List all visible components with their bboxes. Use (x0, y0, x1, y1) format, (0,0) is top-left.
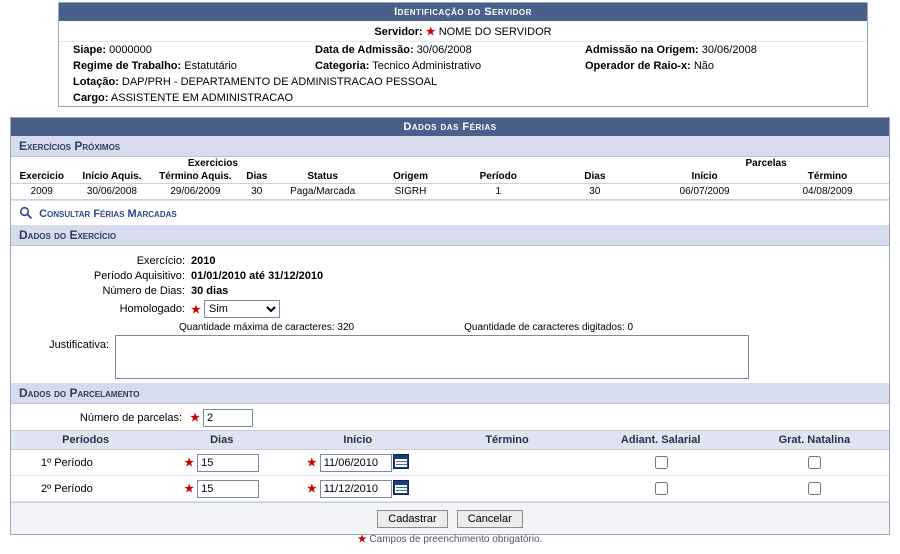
required-marker-icon: ★ (184, 456, 195, 469)
field-value: Não (693, 60, 714, 72)
col-termino-aquis: Término Aquis. (151, 170, 239, 184)
col-grat-natalina: Grat. Natalina (740, 431, 889, 450)
cell-termino (432, 476, 581, 502)
field-value: DAP/PRH - DEPARTAMENTO DE ADMINISTRACAO PESSOAL (121, 76, 438, 88)
table-row (11, 184, 889, 200)
required-marker-icon: ★ (184, 482, 195, 495)
exercicios-proximos-title: Exercícios Próximos (11, 136, 889, 157)
col-termino: Término (432, 431, 581, 450)
field-data-admissao (309, 42, 579, 58)
cell-origem: SIGRH (371, 184, 450, 200)
exercicios-table (11, 157, 889, 200)
group-parcelas: Parcelas (643, 157, 889, 170)
dados-parcelamento-title: Dados do Parcelamento (11, 383, 889, 404)
grat-natalina-checkbox-1[interactable] (808, 456, 821, 469)
table-row (59, 90, 867, 106)
adiant-salarial-checkbox-1[interactable] (655, 456, 668, 469)
cell-inicio (283, 450, 432, 476)
group-header-row (11, 157, 889, 170)
cell-grat-natalina (740, 450, 889, 476)
cell-dias (160, 476, 283, 502)
field-label: Categoria: (315, 60, 370, 72)
table-row (59, 42, 867, 58)
field-operador-raiox (579, 58, 867, 74)
col-adiant-salarial: Adiant. Salarial (582, 431, 740, 450)
column-header-row (11, 170, 889, 184)
required-marker-icon: ★ (191, 303, 201, 316)
servidor-panel-body (59, 21, 867, 106)
field-label: Admissão na Origem: (585, 44, 699, 56)
col-status: Status (274, 170, 371, 184)
row-numero-dias (11, 285, 889, 297)
numero-parcelas-label: Número de parcelas: (79, 412, 182, 424)
required-marker-icon: ★ (306, 482, 317, 495)
exercicio-form (11, 246, 889, 383)
required-marker-icon: ★ (306, 456, 317, 469)
servidor-name-row (59, 21, 867, 42)
servidor-panel-title: Identificação do Servidor (59, 3, 867, 21)
field-label: Siape: (73, 44, 107, 56)
field-value: 30/06/2008 (416, 44, 472, 56)
periodo-aquisitivo-value: 01/01/2010 até 31/12/2010 (191, 270, 324, 282)
servidor-fields-table (59, 42, 867, 106)
periodo-aquisitivo-label: Período Aquisitivo: (93, 270, 185, 282)
ferias-panel-title: Dados das Férias (11, 118, 889, 136)
calendar-icon[interactable] (393, 480, 409, 495)
field-lotacao (59, 74, 867, 90)
calendar-icon[interactable] (393, 454, 409, 469)
justificativa-label: Justificativa: (49, 339, 109, 351)
cell-adiant-salarial (582, 450, 740, 476)
cell-inicio-aquis: 30/06/2008 (72, 184, 151, 200)
field-cargo (59, 90, 867, 106)
col-dias: Dias (239, 170, 274, 184)
col-inicio: Início (283, 431, 432, 450)
col-origem: Origem (371, 170, 450, 184)
homologado-label: Homologado: (119, 303, 185, 315)
field-value: ASSISTENTE EM ADMINISTRACAO (110, 92, 294, 104)
dias-input-1[interactable] (197, 454, 259, 472)
ferias-panel (10, 117, 890, 535)
typed-chars-label: Quantidade de caracteres digitados: 0 (464, 322, 634, 333)
field-label: Operador de Raio-x: (585, 60, 691, 72)
cadastrar-button[interactable]: Cadastrar (377, 510, 447, 528)
col-inicio-aquis: Início Aquis. (72, 170, 151, 184)
cell-dias (160, 450, 283, 476)
field-label: Cargo: (73, 92, 109, 104)
col-termino: Término (766, 170, 889, 184)
cell-inicio: 06/07/2009 (643, 184, 766, 200)
col-periodo: Período (450, 170, 547, 184)
field-regime-trabalho (59, 58, 309, 74)
parcelamento-table (11, 430, 889, 502)
max-chars-label: Quantidade máxima de caracteres: 320 (179, 322, 355, 333)
cell-dias: 30 (239, 184, 274, 200)
table-row (59, 58, 867, 74)
cell-grat-natalina (740, 476, 889, 502)
required-note-text: Campos de preenchimento obrigatório. (369, 534, 543, 545)
cancelar-button[interactable]: Cancelar (457, 510, 523, 528)
table-row (11, 450, 889, 476)
numero-dias-label: Número de Dias: (102, 285, 185, 297)
field-label: Data de Admissão: (315, 44, 414, 56)
numero-parcelas-row (11, 404, 889, 430)
servidor-identification-panel (58, 2, 868, 107)
cell-dias-parcela: 30 (547, 184, 644, 200)
grat-natalina-checkbox-2[interactable] (808, 482, 821, 495)
row-periodo-aquisitivo (11, 270, 889, 282)
justificativa-row (11, 335, 889, 379)
required-fields-note (0, 534, 900, 545)
inicio-input-1[interactable] (320, 454, 392, 472)
consultar-ferias-marcadas-link[interactable]: Consultar Férias Marcadas (39, 208, 177, 220)
field-siape (59, 42, 309, 58)
field-value: Tecnico Administrativo (372, 60, 482, 72)
field-admissao-origem (579, 42, 867, 58)
homologado-select[interactable] (204, 300, 280, 318)
required-marker-icon: ★ (357, 534, 367, 545)
col-exercicio: Exercicio (11, 170, 72, 184)
exercicio-label: Exercício: (136, 255, 185, 267)
consultar-ferias-row (11, 200, 889, 225)
required-marker-icon: ★ (190, 412, 200, 424)
column-header-row (11, 431, 889, 450)
search-icon (19, 206, 33, 220)
numero-parcelas-input[interactable] (203, 409, 253, 427)
field-label: Lotação: (73, 76, 119, 88)
group-exercicios: Exercicios (151, 157, 274, 170)
form-actions (11, 502, 889, 534)
cell-periodo: 1 (450, 184, 547, 200)
dados-exercicio-title: Dados do Exercício (11, 225, 889, 246)
required-marker-icon: ★ (425, 26, 436, 38)
col-dias-parcela: Dias (547, 170, 644, 184)
cell-periodo: 1º Período (11, 450, 160, 476)
servidor-label: Servidor: (374, 26, 423, 38)
field-categoria (309, 58, 579, 74)
cell-termino-aquis: 29/06/2009 (151, 184, 239, 200)
exercicio-value: 2010 (191, 255, 216, 267)
field-value: 0000000 (109, 44, 152, 56)
cell-inicio (283, 476, 432, 502)
cell-adiant-salarial (582, 476, 740, 502)
field-value: 30/06/2008 (701, 44, 757, 56)
col-periodos: Períodos (11, 431, 160, 450)
row-homologado (11, 300, 889, 318)
col-inicio: Início (643, 170, 766, 184)
col-dias: Dias (160, 431, 283, 450)
inicio-input-2[interactable] (320, 480, 392, 498)
cell-termino: 04/08/2009 (766, 184, 889, 200)
field-label: Regime de Trabalho: (73, 60, 182, 72)
numero-dias-value: 30 dias (191, 285, 229, 297)
table-row (59, 74, 867, 90)
dias-input-2[interactable] (197, 480, 259, 498)
justificativa-textarea[interactable] (115, 335, 749, 379)
servidor-value: NOME DO SERVIDOR (438, 26, 552, 38)
cell-periodo: 2º Período (11, 476, 160, 502)
cell-termino (432, 450, 581, 476)
cell-status: Paga/Marcada (274, 184, 371, 200)
char-counters (11, 322, 889, 333)
row-exercicio (11, 255, 889, 267)
adiant-salarial-checkbox-2[interactable] (655, 482, 668, 495)
cell-exercicio: 2009 (11, 184, 72, 200)
table-row (11, 476, 889, 502)
field-value: Estatutário (184, 60, 237, 72)
